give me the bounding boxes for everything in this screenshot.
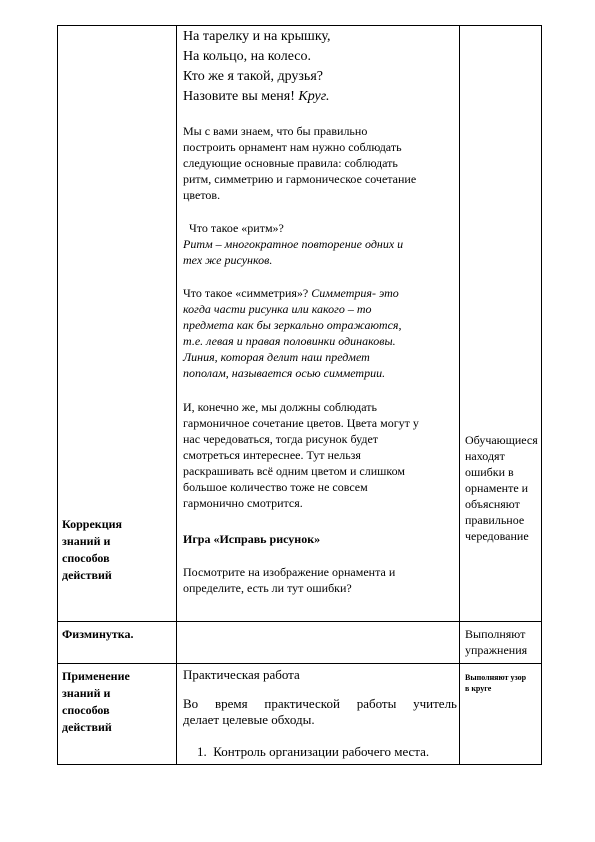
list-item: 1. Контроль организации рабочего места. — [197, 744, 430, 759]
student-cell — [460, 26, 542, 622]
student-cell — [460, 664, 542, 765]
stage-label: Коррекция знаний и способов действий — [62, 517, 123, 582]
stage-cell — [58, 622, 177, 664]
harmony-paragraph: И, конечно же, мы должны соблюдать гармоничное сочетание цветов. Цвета могут у нас чередоваться, тогда рисунок будет смотреться интереснее. Тут нельзя раскрашивать всё одним цветом и слишком большое количество тоже не совсем гармонично смотрится. — [183, 400, 419, 510]
student-cell — [460, 622, 542, 664]
student-activity: Выполняют упражнения — [465, 627, 528, 657]
riddle-answer: Круг. — [298, 89, 330, 104]
riddle-poem: На тарелку и на крышку, На кольцо, на колесо. Кто же я такой, друзья? Назовите вы меня! Круг. — [183, 29, 331, 104]
practical-text: Во время практической работы учитель — [183, 696, 457, 711]
practical-text: делает целевые обходы. — [183, 712, 315, 727]
intro-paragraph: Мы с вами знаем, что бы правильно построить орнамент нам нужно соблюдать следующие основные правила: соблюдать ритм, симметрию и гармоническое сочетание цветов. — [183, 124, 417, 202]
game-task: Посмотрите на изображение орнамента и определите, есть ли тут ошибки? — [183, 565, 396, 595]
teacher-cell — [177, 664, 460, 765]
student-activity: Обучающиеся находят ошибки в орнаменте и объясняют правильное чередование — [465, 433, 538, 543]
symmetry-paragraph: Что такое «симметрия»? Симметрия- это когда части рисунка или какого – то предмета как бы зеркально отражаются, т.е. левая и правая половинки одинаковы. Линия, которая делит наш предмет пополам, называется осью симметрии. — [183, 286, 402, 380]
rhythm-paragraph: Что такое «ритм»? Ритм – многократное повторение одних и тех же рисунков. — [183, 221, 404, 267]
lesson-table — [57, 25, 542, 765]
stage-label: Применение знаний и способов действий — [62, 669, 130, 734]
stage-label: Физминутка. — [62, 627, 134, 641]
stage-cell — [58, 26, 177, 622]
student-activity: Выполняют узор в круге — [465, 673, 527, 693]
teacher-cell — [177, 622, 460, 664]
table-row — [58, 622, 542, 664]
practical-title: Практическая работа — [183, 667, 300, 682]
teacher-cell — [177, 26, 460, 622]
game-title: Игра «Исправь рисунок» — [183, 532, 321, 546]
table-row — [58, 26, 542, 622]
table-row — [58, 664, 542, 765]
stage-cell — [58, 664, 177, 765]
